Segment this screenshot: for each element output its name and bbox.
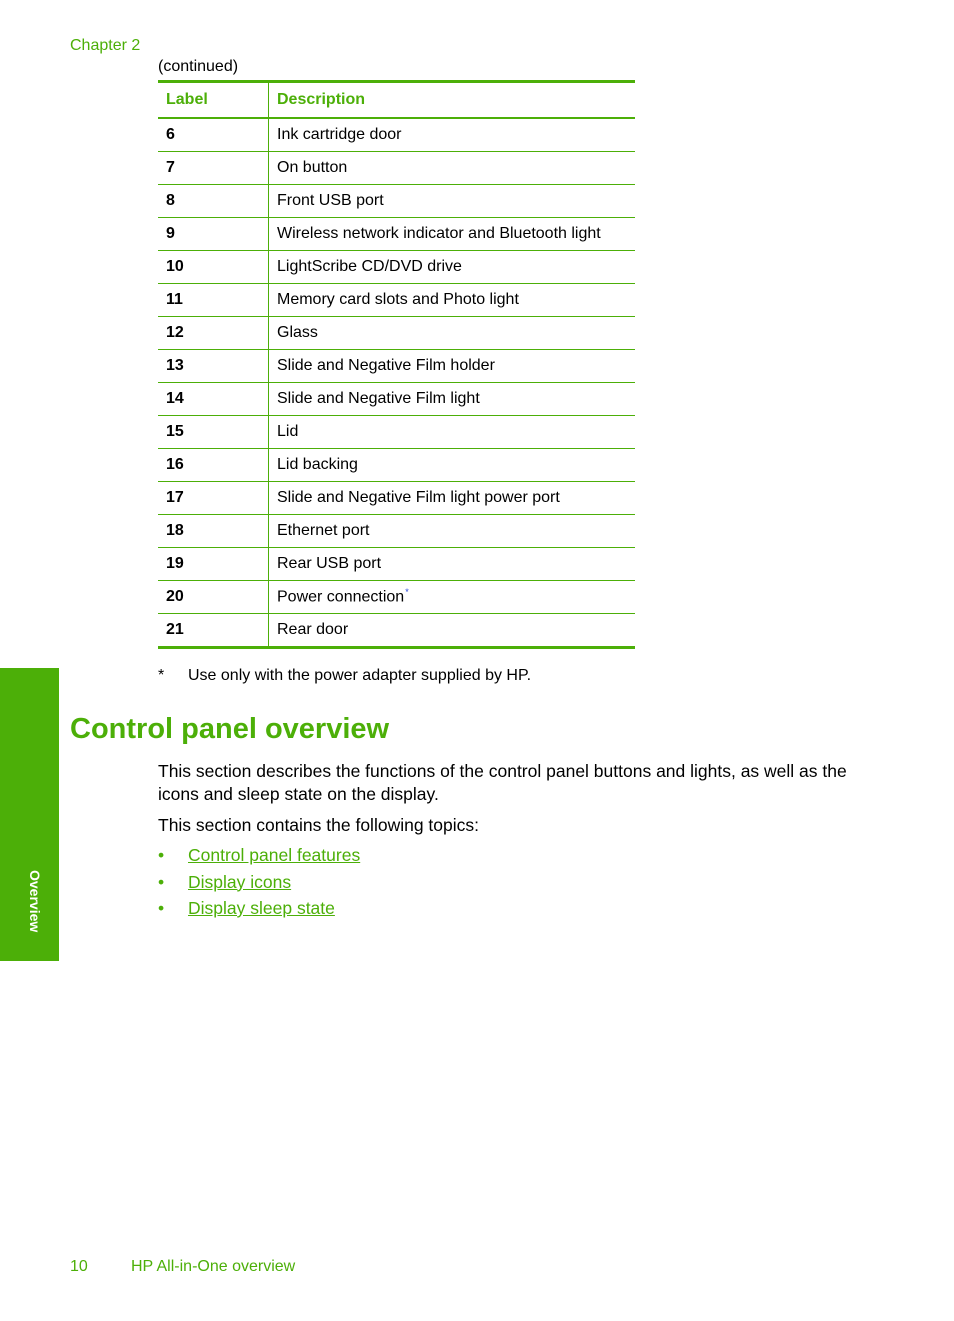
row-description-text: Rear door xyxy=(277,621,349,638)
footnote-text: Use only with the power adapter supplied by HP. xyxy=(188,667,532,684)
table-row xyxy=(158,218,635,251)
row-label: 20 xyxy=(158,581,269,614)
row-description xyxy=(269,152,636,185)
row-description xyxy=(269,614,636,648)
row-label: 15 xyxy=(158,416,269,449)
row-label: 16 xyxy=(158,449,269,482)
row-label: 18 xyxy=(158,515,269,548)
table-row xyxy=(158,383,635,416)
row-description-text: Power connection xyxy=(277,588,405,606)
bullet-icon: • xyxy=(158,898,165,918)
table-body xyxy=(158,118,635,648)
row-description-text: Ethernet port xyxy=(277,522,370,539)
row-label: 7 xyxy=(158,152,269,185)
row-label: 10 xyxy=(158,251,269,284)
row-description xyxy=(269,251,636,284)
table-row xyxy=(158,416,635,449)
row-description xyxy=(269,218,636,251)
footnote-reference: * xyxy=(405,587,409,598)
row-description-text: On button xyxy=(277,159,348,176)
section-title: Control panel overview xyxy=(70,713,390,745)
row-description-text: Ink cartridge door xyxy=(277,126,402,143)
table-row xyxy=(158,548,635,581)
row-description xyxy=(269,416,636,449)
row-description xyxy=(269,317,636,350)
table-footnote xyxy=(158,667,531,685)
row-description-text: LightScribe CD/DVD drive xyxy=(277,258,462,275)
row-description-text: Memory card slots and Photo light xyxy=(277,291,519,308)
link-display-sleep-state[interactable]: Display sleep state xyxy=(188,898,335,918)
table-row xyxy=(158,350,635,383)
list-item xyxy=(158,871,360,898)
row-description-text: Lid xyxy=(277,423,299,440)
topics-intro: This section contains the following topics: xyxy=(158,815,479,835)
table-row xyxy=(158,515,635,548)
bullet-icon: • xyxy=(158,871,165,892)
table-header-row xyxy=(158,82,635,119)
row-description xyxy=(269,284,636,317)
row-description-text: Wireless network indicator and Bluetooth light xyxy=(277,225,601,242)
page-number: 10 xyxy=(70,1258,88,1275)
row-description xyxy=(269,548,636,581)
table-row xyxy=(158,251,635,284)
row-description xyxy=(269,383,636,416)
row-label: 11 xyxy=(158,284,269,317)
row-description-text: Glass xyxy=(277,324,318,341)
section-intro: This section describes the functions of the control panel buttons and lights, as well as the icons and sleep state on the display. xyxy=(158,761,847,804)
row-description-text: Lid backing xyxy=(277,456,358,473)
continued-label: (continued) xyxy=(158,58,239,75)
page-footer xyxy=(70,1258,295,1276)
table-row xyxy=(158,152,635,185)
row-description xyxy=(269,581,636,614)
chapter-side-tab xyxy=(0,668,59,961)
row-label: 14 xyxy=(158,383,269,416)
row-description-text: Slide and Negative Film light xyxy=(277,390,480,407)
row-description xyxy=(269,482,636,515)
topics-list xyxy=(158,844,360,924)
row-label: 6 xyxy=(158,118,269,152)
table-row xyxy=(158,581,635,614)
column-header-label: Label xyxy=(158,82,269,119)
row-description-text: Front USB port xyxy=(277,192,384,209)
table-row xyxy=(158,449,635,482)
table-row xyxy=(158,614,635,648)
row-description xyxy=(269,350,636,383)
row-label: 12 xyxy=(158,317,269,350)
table-row xyxy=(158,185,635,218)
row-label: 9 xyxy=(158,218,269,251)
row-description xyxy=(269,449,636,482)
column-header-description: Description xyxy=(269,82,636,119)
row-description xyxy=(269,515,636,548)
row-description-text: Slide and Negative Film holder xyxy=(277,357,495,374)
bullet-icon: • xyxy=(158,845,165,865)
side-tab-label: Overview xyxy=(27,870,43,933)
row-label: 17 xyxy=(158,482,269,515)
table-row xyxy=(158,317,635,350)
row-label: 8 xyxy=(158,185,269,218)
row-description-text: Rear USB port xyxy=(277,555,382,572)
table-row xyxy=(158,482,635,515)
table-row xyxy=(158,118,635,152)
row-description xyxy=(269,118,636,152)
list-item xyxy=(158,897,360,924)
link-control-panel-features[interactable]: Control panel features xyxy=(188,845,361,865)
row-label: 21 xyxy=(158,614,269,648)
table-row xyxy=(158,284,635,317)
row-label: 19 xyxy=(158,548,269,581)
parts-table xyxy=(158,80,635,649)
list-item xyxy=(158,844,360,871)
row-description-text: Slide and Negative Film light power port xyxy=(277,489,560,506)
footnote-mark: * xyxy=(158,667,165,684)
row-description xyxy=(269,185,636,218)
chapter-label: Chapter 2 xyxy=(70,37,141,54)
row-label: 13 xyxy=(158,350,269,383)
footer-title: HP All-in-One overview xyxy=(131,1258,296,1275)
link-display-icons[interactable]: Display icons xyxy=(188,871,292,892)
